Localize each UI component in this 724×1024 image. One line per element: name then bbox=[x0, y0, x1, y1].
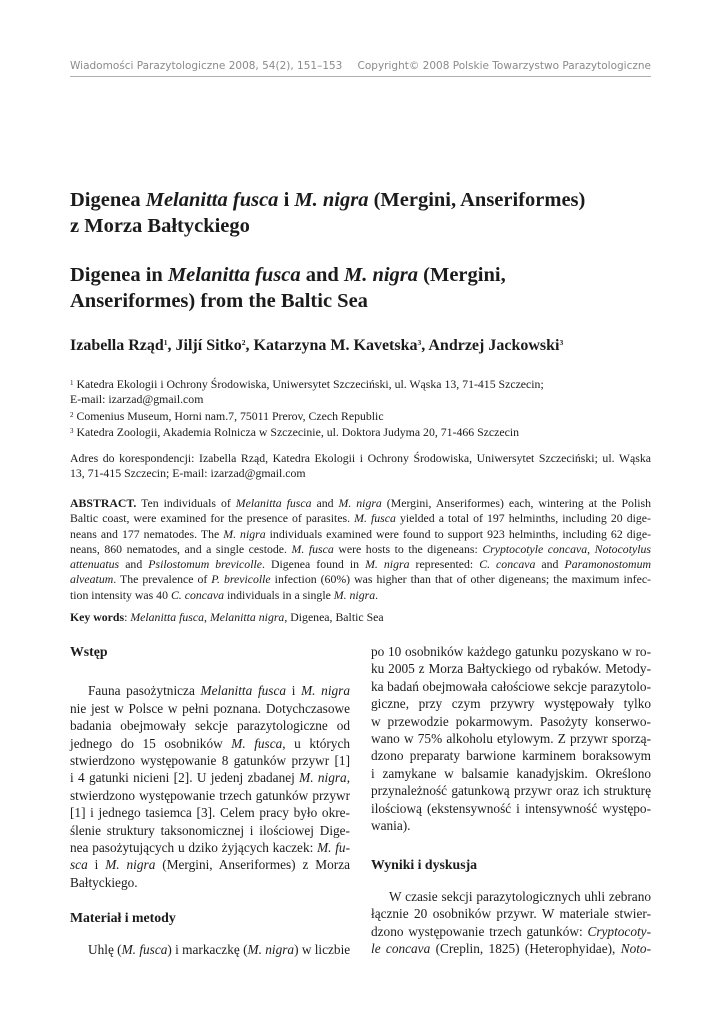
header-rule bbox=[70, 76, 651, 77]
title-english bbox=[70, 262, 660, 314]
author-affiliation-mark: 2 bbox=[241, 338, 246, 347]
body-line: dzono występowanie trzech gatunków: Cryptocoty- bbox=[371, 923, 651, 939]
body-line: i zamykane w balsamie kanadyjskim. Określono bbox=[371, 765, 651, 781]
body-line: sca i M. nigra (Mergini, Anseriformes) z Morza bbox=[70, 857, 350, 873]
body-line: wania). bbox=[371, 818, 411, 834]
right-column bbox=[371, 643, 651, 958]
body-line: dzono preparaty barwione karminem boraksowym bbox=[371, 748, 651, 764]
author-name: Andrzej Jackowski bbox=[428, 337, 560, 354]
abstract-line: ABSTRACT. Ten individuals of Melanitta fusca and M. nigra (Mergini, Anseriformes) each, wintering at the Polish bbox=[70, 496, 651, 510]
affiliation-line: E-mail: izarzad@gmail.com bbox=[70, 392, 204, 407]
author-affiliation-mark: 1 bbox=[163, 338, 168, 347]
title-polish-line2: z Morza Bałtyckiego bbox=[70, 215, 250, 237]
affiliation-line: $^1$ Katedra Ekologii i Ochrony Środowiska, Uniwersytet Szczeciński, ul. Wąska 13, 71-415 Szczecin; bbox=[70, 377, 544, 391]
body-line: le concava (Creplin, 1825) (Heterophyidae), Noto- bbox=[371, 941, 651, 957]
abstract-line: Baltic coast, were examined for the presence of parasites. M. fusca yielded a total of 197 helminths, including 20 dige- bbox=[70, 511, 651, 526]
body-line: badania obejmowały sekcje parazytologiczne od bbox=[70, 718, 350, 734]
body-line: ku 2005 z Morza Bałtyckiego od rybaków. Metody- bbox=[371, 661, 651, 677]
running-header bbox=[70, 60, 651, 72]
body-line: nea pasożytujących u dziko żyjących kaczek: M. fu- bbox=[70, 840, 351, 856]
author-name: Katarzyna M. Kavetska bbox=[253, 337, 418, 354]
title-english-line2: Anseriformes) from the Baltic Sea bbox=[70, 290, 368, 312]
abstract-line: tion intensity was 40 C. concava individuals in a single M. nigra. bbox=[70, 587, 379, 602]
body-line: ilościową (ekstensywność i intensywność występo- bbox=[371, 800, 651, 816]
body-line: W czasie sekcji parazytologicznych uhli zebrano bbox=[389, 888, 651, 904]
body-line: ka badań obejmowała całościowe sekcje parazytolo- bbox=[371, 678, 651, 694]
results-paragraph bbox=[371, 888, 651, 958]
abstract-line: attenuatus and Psilostomum brevicolle. Digenea found in M. nigra represented: C. concava and Paramonostomum bbox=[70, 557, 651, 572]
abstract bbox=[70, 496, 651, 603]
section-heading-methods: Materiał i metody bbox=[70, 910, 176, 926]
body-line: po 10 osobników każdego gatunku pozyskano w ro- bbox=[371, 644, 651, 659]
body-line: w przewodzie pokarmowym. Pasożyty konserwo- bbox=[371, 713, 651, 729]
body-line: stwierdzono występowanie 8 gatunków przywr [1] bbox=[70, 753, 350, 769]
author-list: Izabella Rząd$^1$, Jiljí Sitko$^2$, Katarzyna M. Kavetska$^3$, Andrzej Jackowski$^3$ bbox=[70, 337, 564, 354]
author-affiliation-mark: 3 bbox=[559, 338, 564, 347]
copyright-notice: Copyright© 2008 Polskie Towarzystwo Parazytologiczne bbox=[357, 60, 651, 72]
section-heading-results: Wyniki i dyskusja bbox=[371, 857, 478, 873]
abstract-label: ABSTRACT. bbox=[70, 496, 137, 510]
body-line: ślenie struktury taksonomicznej i ilościowej Dige- bbox=[70, 822, 350, 838]
abstract-line: neans and 177 nematodes. The M. nigra individuals examined were found to support 923 helminths, including 62 dige- bbox=[70, 526, 651, 541]
body-line: jednego do 15 osobników M. fusca, u których bbox=[70, 735, 350, 751]
left-column bbox=[70, 643, 350, 958]
journal-citation: Wiadomości Parazytologiczne 2008, 54(2), 151–153 bbox=[70, 60, 343, 72]
body-line: nie jest w Polsce w pełni poznana. Dotychczasowe bbox=[70, 700, 350, 716]
title-english-line1: Digenea in Melanitta fusca and M. nigra (Mergini, bbox=[70, 264, 506, 286]
title-polish bbox=[70, 187, 660, 239]
body-line: łącznie 20 osobników przywr. W materiale stwier- bbox=[371, 906, 651, 922]
affiliation-line: $^2$ Comenius Museum, Horni nam.7, 75011 Prerov, Czech Republic bbox=[70, 408, 384, 423]
abstract-line: neans, 860 nematodes, and a single cestode. M. fusca were hosts to the digeneans: Cryptocotyle concava, Notocotylus bbox=[70, 541, 651, 556]
section-heading-introduction: Wstęp bbox=[70, 644, 108, 659]
body-line: stwierdzono występowanie trzech gatunków przywr bbox=[70, 787, 350, 803]
keywords-label: Key words bbox=[70, 610, 125, 624]
methods-paragraph-continued bbox=[371, 643, 651, 834]
body-line: Uhlę (M. fusca) i markaczkę (M. nigra) w liczbie bbox=[88, 941, 351, 957]
keywords: Key words: Melanitta fusca, Melanitta nigra, Digenea, Baltic Sea bbox=[70, 610, 384, 624]
body-line: Bałtyckiego. bbox=[70, 874, 138, 890]
title-polish-line1: Digenea Melanitta fusca i M. nigra (Mergini, Anseriformes) bbox=[70, 189, 586, 211]
body-line: i 4 gatunki nicieni [2]. U jedenj zbadanej M. nigra, bbox=[70, 770, 351, 786]
body-line: wano w 75% alkoholu etylowym. Z przywr sporzą- bbox=[371, 731, 651, 747]
body-line: przynależność gatunkową przywr oraz ich strukturę bbox=[371, 783, 651, 799]
abstract-line: alveatum. The prevalence of P. brevicolle infection (60%) was higher than that of other digeneans; the maximum infec- bbox=[70, 572, 651, 587]
methods-paragraph-start bbox=[70, 941, 350, 958]
affiliation-line: $^3$ Katedra Zoologii, Akademia Rolnicza w Szczecinie, ul. Doktora Judyma 20, 71-466 Szczecin bbox=[70, 424, 520, 439]
correspondence-address: Adres do korespondencji: Izabella Rząd, Katedra Ekologii i Ochrony Środowiska, Uniwersytet Szczeciński; ul. Wąska 13, 71-415 Szczecin; E-mail: izarzad@gmail.com bbox=[70, 451, 651, 481]
body-line: Fauna pasożytnicza Melanitta fusca i M. nigra bbox=[88, 683, 351, 699]
author-affiliation-mark: 3 bbox=[417, 338, 422, 347]
author-name: Jiljí Sitko bbox=[175, 337, 242, 354]
author-name: Izabella Rząd bbox=[70, 337, 164, 354]
body-line: giczne, przy czym przywry występowały tylko bbox=[371, 696, 651, 712]
affiliations bbox=[70, 376, 651, 440]
introduction-paragraph bbox=[70, 682, 350, 891]
body-line: [1] i jednego tasiemca [3]. Celem pracy było okre- bbox=[70, 805, 350, 821]
